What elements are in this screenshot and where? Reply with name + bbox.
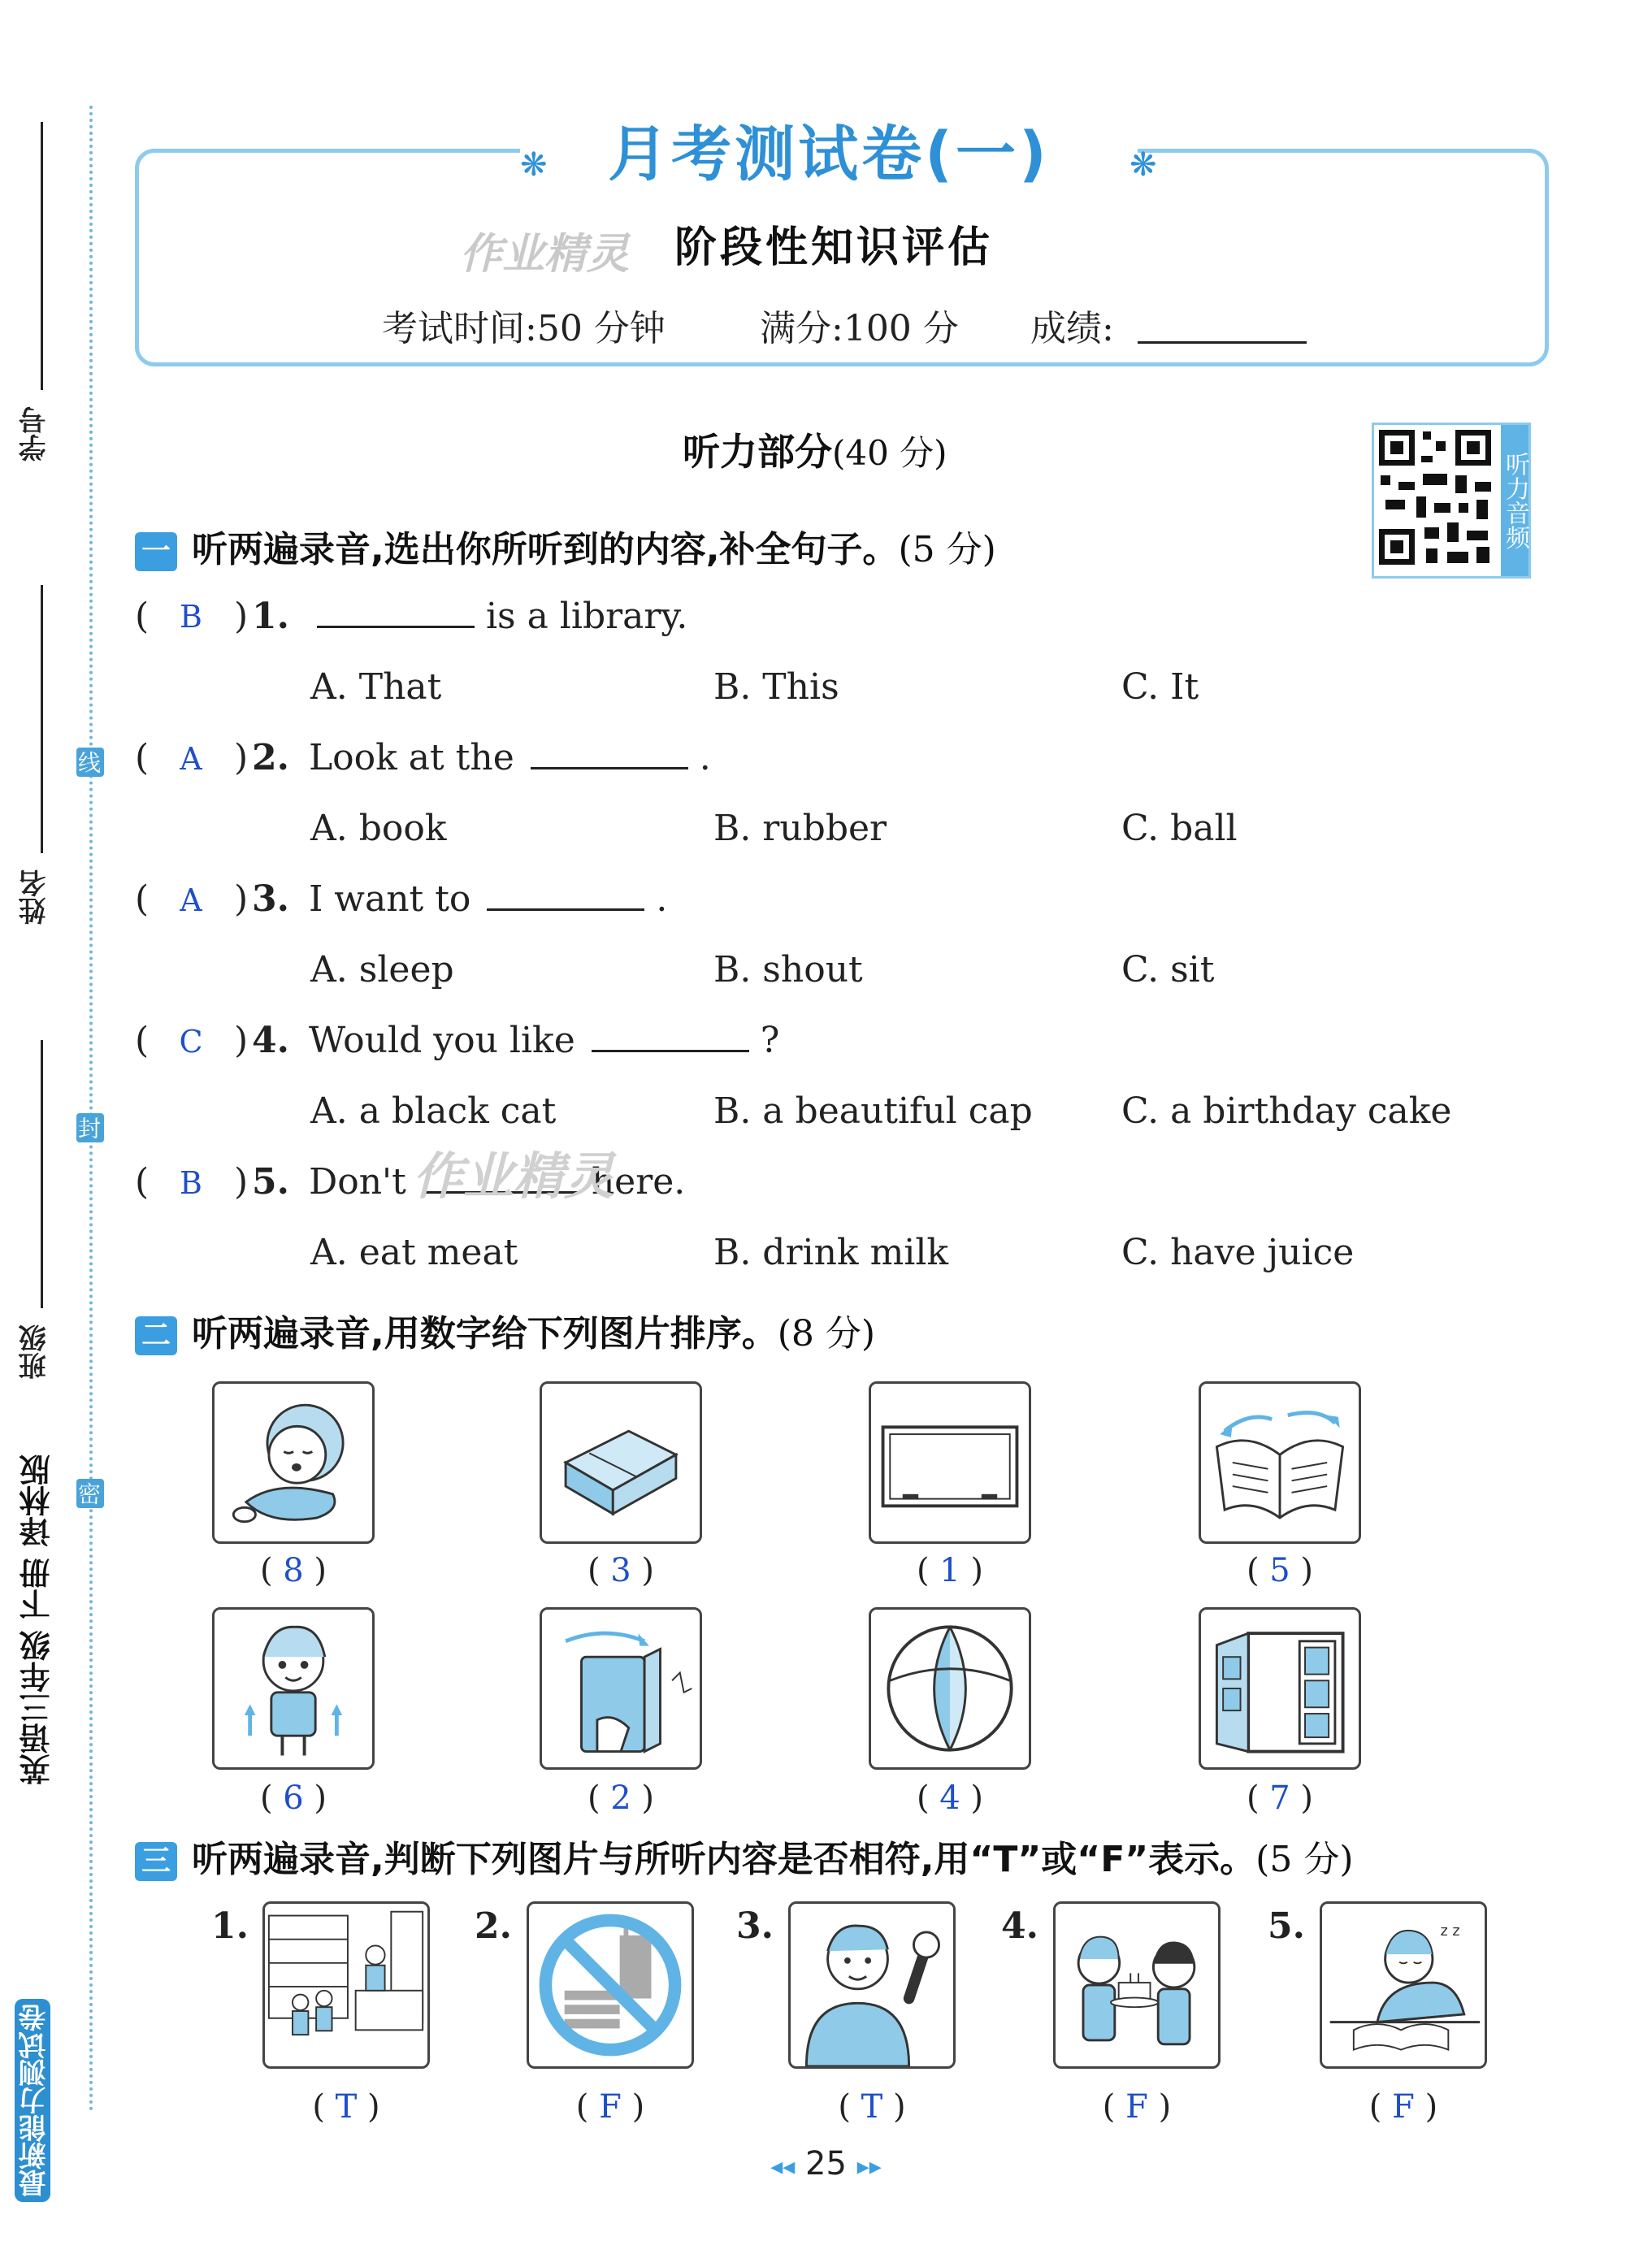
brand-label: 最新能力测试卷 (15, 1999, 50, 2202)
sleepy-boy-desk-icon (1322, 1904, 1485, 2066)
q4-blank[interactable] (592, 1029, 749, 1052)
part2-ans-6: ( 2 ) (587, 1779, 655, 1817)
blackboard-icon (871, 1384, 1029, 1541)
birthday-cake-girls-icon (1056, 1904, 1218, 2066)
q5-left-paren: ( (135, 1161, 150, 1203)
part3-answer-4[interactable]: F (1125, 2088, 1148, 2126)
part1-title: 听两遍录音,选出你所听到的内容,补全句子。 (192, 529, 899, 570)
q5-option-b[interactable]: B. drink milk (713, 1232, 949, 1273)
q3-option-a[interactable]: A. sleep (310, 949, 454, 990)
q5-option-c[interactable]: C. have juice (1121, 1232, 1355, 1273)
q2-left-paren: ( (135, 737, 150, 778)
listening-points: (40 分) (832, 433, 947, 473)
q4-option-a[interactable]: A. a black cat (310, 1090, 557, 1132)
next-page-icon: ▸▸ (856, 2152, 882, 2181)
part3-pic-5 (1320, 1901, 1487, 2069)
sleeping-boy-icon (215, 1384, 372, 1541)
q1-option-c[interactable]: C. It (1121, 666, 1199, 708)
qr-audio-tag: 听力音频 (1501, 425, 1528, 576)
q4-answer[interactable]: C (179, 1024, 203, 1060)
q3-right-paren: ) (234, 878, 249, 920)
q1-option-a[interactable]: A. That (310, 666, 442, 708)
q3-option-c[interactable]: C. sit (1121, 949, 1215, 990)
library-icon (265, 1904, 427, 2066)
q2-option-a[interactable]: A. book (310, 808, 447, 849)
part2-ans-3: ( 1 ) (916, 1552, 984, 1589)
part2-answer-1[interactable]: 8 (283, 1552, 304, 1589)
open-window-icon (1201, 1610, 1359, 1767)
part2-heading (135, 1304, 875, 1356)
listening-section-title (683, 423, 947, 476)
part2-answer-2[interactable]: 3 (610, 1552, 631, 1589)
q3-left-paren: ( (135, 878, 150, 920)
part2-title: 听两遍录音,用数字给下列图片排序。 (192, 1313, 778, 1355)
left-ornament-icon: ❋ (520, 146, 548, 184)
part2-ans-2: ( 3 ) (587, 1552, 655, 1589)
part2-ans-4: ( 5 ) (1246, 1552, 1314, 1589)
q3-number: 3. (252, 878, 289, 920)
qr-code[interactable] (1372, 423, 1531, 579)
binding-mark-xian: 线 (76, 748, 104, 777)
part2-answer-3[interactable]: 1 (939, 1552, 960, 1589)
part2-pic-1 (212, 1381, 375, 1544)
part2-answer-4[interactable]: 5 (1269, 1552, 1290, 1589)
part3-answer-5[interactable]: F (1392, 2088, 1415, 2126)
q1-answer[interactable]: B (180, 599, 202, 635)
q5-option-a[interactable]: A. eat meat (310, 1232, 518, 1273)
part3-ans-1: ( T ) (312, 2088, 380, 2126)
part2-pic-3 (869, 1381, 1031, 1544)
class-label: 班级 (19, 1324, 51, 1380)
part2-pic-4 (1199, 1381, 1361, 1544)
q4-right-paren: ) (234, 1020, 249, 1061)
q2-blank[interactable] (531, 746, 688, 769)
q2-option-c[interactable]: C. ball (1121, 808, 1238, 849)
q2-answer[interactable]: A (180, 741, 202, 777)
q5-number: 5. (252, 1161, 289, 1203)
q1-blank[interactable] (317, 605, 475, 628)
q2-after: . (699, 737, 711, 778)
q2-number: 2. (252, 737, 289, 778)
q5-before: Don't (308, 1161, 406, 1203)
part3-pic-2 (527, 1901, 694, 2069)
part3-ans-5: ( F ) (1368, 2088, 1438, 2126)
ball-icon (871, 1610, 1029, 1767)
part2-answer-5[interactable]: 6 (283, 1779, 304, 1817)
waving-man-icon (791, 1904, 953, 2066)
exam-time: 考试时间:50 分钟 (382, 308, 666, 349)
part2-answer-6[interactable]: 2 (610, 1779, 631, 1817)
part2-pic-5 (212, 1607, 375, 1770)
name-label: 姓名 (19, 869, 51, 925)
part2-number-badge: 二 (135, 1316, 177, 1355)
header-title-wrap (520, 114, 1138, 195)
listening-title-text: 听力部分 (683, 430, 832, 474)
part2-ans-1: ( 8 ) (259, 1552, 327, 1589)
q1-after: is a library. (485, 596, 688, 637)
part2-pic-6 (540, 1607, 702, 1770)
part3-num-1: 1. (211, 1905, 249, 1947)
binding-dotted-line (89, 106, 93, 2113)
watermark: 作业精灵 (460, 230, 630, 279)
part3-num-3: 3. (736, 1905, 774, 1947)
part3-answer-3[interactable]: T (861, 2088, 883, 2126)
part3-pic-4 (1053, 1901, 1221, 2069)
no-eating-drinking-icon (529, 1904, 692, 2066)
part2-answer-8[interactable]: 7 (1269, 1779, 1290, 1817)
part3-ans-4: ( F ) (1102, 2088, 1172, 2126)
part2-answer-7[interactable]: 4 (939, 1779, 960, 1817)
q4-stem (252, 1020, 779, 1061)
binding-mark-feng: 封 (76, 1113, 104, 1142)
q4-number: 4. (252, 1020, 289, 1061)
q4-option-c[interactable]: C. a birthday cake (1121, 1090, 1452, 1132)
q1-option-b[interactable]: B. This (713, 666, 839, 708)
part2-ans-5: ( 6 ) (259, 1779, 327, 1817)
part2-pic-8 (1199, 1607, 1361, 1770)
part3-answer-1[interactable]: T (335, 2088, 358, 2126)
part1-number-badge: 一 (135, 532, 177, 571)
part3-ans-3: ( T ) (838, 2088, 906, 2126)
q4-option-b[interactable]: B. a beautiful cap (713, 1090, 1033, 1132)
q1-stem (252, 596, 687, 637)
close-book-icon (542, 1610, 700, 1767)
class-rule (41, 1040, 43, 1308)
part3-num-2: 2. (475, 1905, 512, 1947)
q3-after: . (656, 878, 668, 920)
part3-points: (5 分) (1255, 1839, 1354, 1880)
part3-title: 听两遍录音,判断下列图片与所听内容是否相符,用“T”或“F”表示。 (192, 1839, 1256, 1880)
prev-page-icon: ◂◂ (770, 2152, 796, 2181)
page-subtitle: 阶段性知识评估 (674, 223, 994, 272)
page-footer (0, 2145, 1652, 2182)
part3-ans-2: ( F ) (575, 2088, 645, 2126)
q4-left-paren: ( (135, 1020, 150, 1061)
page-title: 月考测试卷(一) (608, 119, 1050, 189)
q1-right-paren: ) (234, 596, 249, 637)
binding-mark-mi: 密 (76, 1479, 104, 1508)
q3-answer[interactable]: A (180, 882, 202, 918)
q3-option-b[interactable]: B. shout (713, 949, 863, 990)
q3-before: I want to (308, 878, 471, 920)
q5-after: here. (591, 1161, 686, 1203)
part1-points: (5 分) (898, 529, 996, 570)
q2-right-paren: ) (234, 737, 249, 778)
grade-label: 成绩: (1030, 308, 1114, 349)
q2-before: Look at the (308, 737, 514, 778)
qr-code-icon (1374, 425, 1496, 571)
book-series-label: 英语三年级 下册 译林版 (20, 1454, 55, 1785)
name-rule (41, 585, 43, 853)
q4-after: ? (760, 1020, 780, 1061)
q3-stem (252, 878, 667, 920)
q3-blank[interactable] (487, 887, 644, 911)
student-no-rule (41, 122, 43, 390)
rubber-icon (542, 1384, 700, 1541)
q4-before: Would you like (308, 1020, 575, 1061)
q2-option-b[interactable]: B. rubber (713, 808, 887, 849)
watermark-2: 作业精灵 (413, 1147, 615, 1206)
q5-right-paren: ) (234, 1161, 249, 1203)
full-score: 满分:100 分 (760, 308, 959, 349)
part2-pic-2 (540, 1381, 702, 1544)
part2-ans-8: ( 7 ) (1246, 1779, 1314, 1817)
part2-ans-7: ( 4 ) (916, 1779, 984, 1817)
grade-blank[interactable] (1138, 341, 1307, 344)
q1-number: 1. (252, 596, 289, 637)
q2-stem (252, 737, 711, 778)
part3-pic-3 (788, 1901, 956, 2069)
part3-number-badge: 三 (135, 1842, 177, 1881)
part3-heading (135, 1830, 1353, 1882)
student-no-label: 学号 (19, 406, 51, 462)
boy-stand-up-icon (215, 1610, 372, 1767)
part2-points: (8 分) (777, 1313, 876, 1355)
part3-answer-2[interactable]: F (599, 2088, 622, 2126)
part1-heading (135, 520, 996, 572)
part3-pic-1 (262, 1901, 430, 2069)
page-number: 25 (805, 2145, 847, 2182)
part2-pic-7 (869, 1607, 1031, 1770)
part3-num-4: 4. (1001, 1905, 1038, 1947)
part3-num-5: 5. (1268, 1905, 1305, 1947)
q1-left-paren: ( (135, 596, 150, 637)
q5-answer[interactable]: B (180, 1165, 202, 1201)
svg-text:z z: z z (1440, 1922, 1460, 1940)
open-book-icon (1201, 1384, 1359, 1541)
right-ornament-icon: ❋ (1130, 146, 1157, 184)
